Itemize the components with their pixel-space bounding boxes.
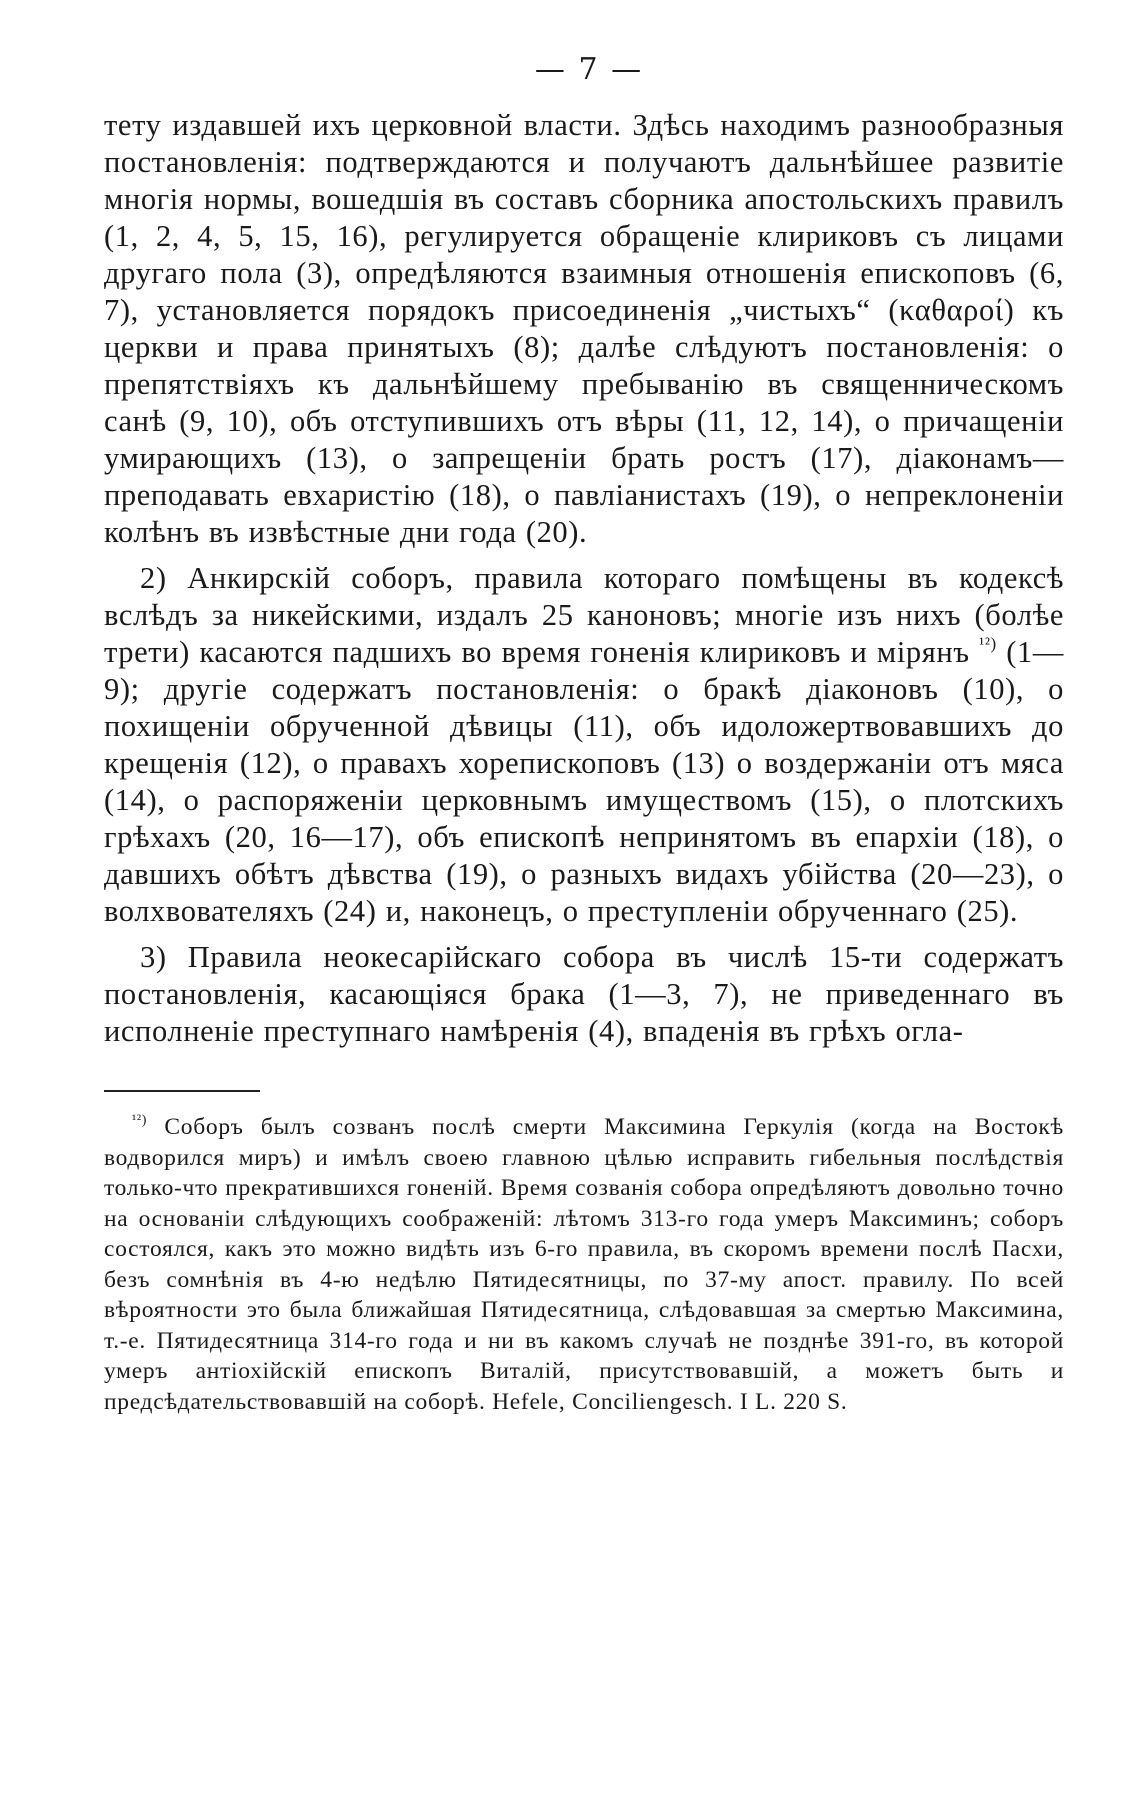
paragraph-2-end: (1—9); другіе содержатъ постановленія: о бракѣ діаконовъ (10), о похищеніи обрученной дѣвицы (11), объ идоложертвовавшихъ до крещенія (12), о правахъ хорепископовъ (13) о воздержаніи отъ мяса (14), о распоряженіи церковнымъ имуществомъ (15), о плотскихъ грѣхахъ (20, 16—17), объ епископѣ непринятомъ въ епархіи (18), о давшихъ обѣтъ дѣвства (19), о разныхъ видахъ убійства (20—23), о волхвователяхъ (24) и, наконецъ, о преступленіи обрученнаго (25). [104,635,1064,928]
footnote-reference[interactable]: ¹²) [979,634,997,653]
paragraph-2-start: 2) Анкирскій соборъ, правила котораго помѣщены въ кодексѣ вслѣдъ за никейскими, издалъ 25 каноновъ; многіе изъ нихъ (болѣе трети) касаются падшихъ во время гоненія клириковъ и мірянъ [104,561,1064,669]
footnote-text: Соборъ былъ созванъ послѣ смерти Максимина Геркулія (когда на Востокѣ водворился миръ) и имѣлъ своею главною цѣлью исправить гибельныя послѣдствія только-что прекратившихся гоненій. Время созванія собора опредѣляютъ довольно точно на основаніи слѣдующихъ соображеній: лѣтомъ 313-го года умеръ Максиминъ; соборъ состоялся, какъ это можно видѣть изъ 6-го правила, въ скоромъ времени послѣ Пасхи, безъ сомнѣнія въ 4-ю недѣлю Пятидесятницы, по 37-му апост. правилу. По всей вѣроятности это была ближайшая Пятидесятница, слѣдовавшая за смертью Максимина, т.-е. Пятидесятница 314-го года и ни въ какомъ случаѣ не позднѣе 391-го, въ которой умеръ антіохійскій епископъ Виталій, присутствовавшій, а можетъ быть и предсѣдательствовавшій на соборѣ. Hefele, Conciliengesch. I L. 220 S. [104,1114,1064,1415]
footnote [104,1112,1064,1417]
paragraph-3: 3) Правила неокесарійскаго собора въ числѣ 15-ти содержатъ постановленія, касающіяся брака (1—3, 7), не приведеннаго въ исполненіе преступнаго намѣренія (4), впаденія въ грѣхъ огла- [104,940,1064,1048]
footnote-marker: ¹²) [132,1113,148,1128]
page-number: — 7 — [534,52,644,87]
main-text [104,107,1064,1050]
paragraph-2 [104,560,1064,930]
footnote-separator [104,1090,260,1092]
paragraph-1: тету издавшей ихъ церковной власти. Здѣсь находимъ разнообразныя постановленія: подтверждаются и получаютъ дальнѣйшее развитіе многія нормы, вошедшія въ составъ сборника апостольскихъ правилъ (1, 2, 4, 5, 15, 16), регулируется обращеніе клириковъ съ лицами другаго пола (3), опредѣляются взаимныя отношенія епископовъ (6, 7), установляется порядокъ присоединенія „чистыхъ“ (καθαροί) къ церкви и права принятыхъ (8); далѣе слѣдуютъ постановленія: о препятствіяхъ къ дальнѣйшему пребыванію въ священническомъ санѣ (9, 10), объ отступившихъ отъ вѣры (11, 12, 14), о причащеніи умирающихъ (13), о запрещеніи брать ростъ (17), діаконамъ—преподавать евхаристію (18), о павліанистахъ (19), о непреклоненіи колѣнъ въ извѣстные дни года (20). [104,108,1064,549]
